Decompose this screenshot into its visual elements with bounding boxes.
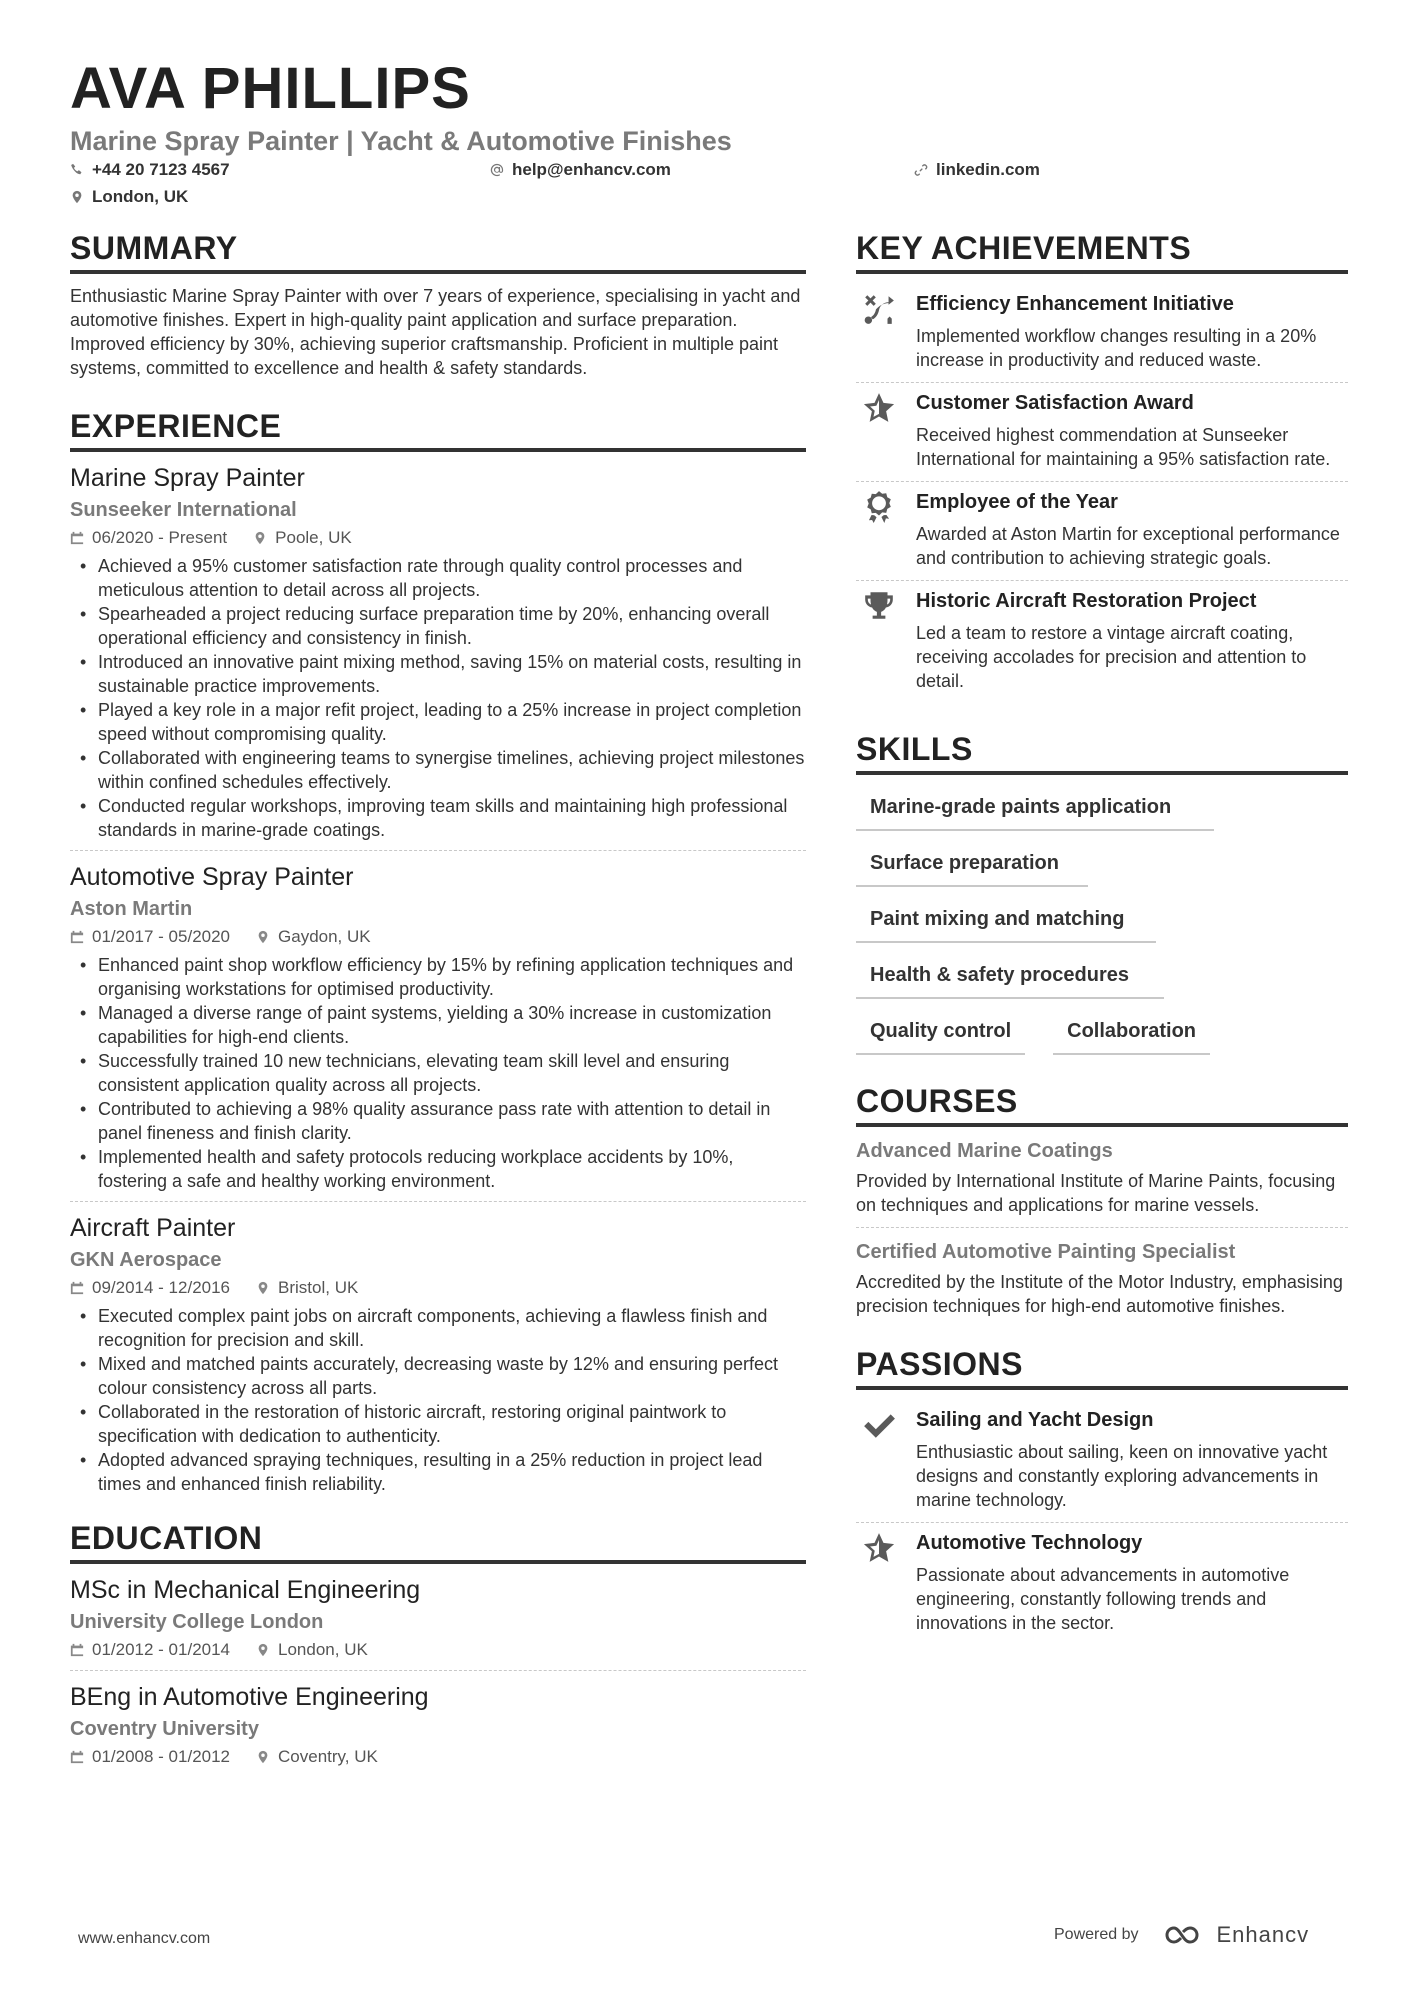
award-ribbon-icon [862, 490, 896, 524]
achievement-item [856, 482, 1348, 581]
job-location-text: Bristol, UK [278, 1278, 359, 1297]
achievement-item [856, 383, 1348, 482]
skills-heading: SKILLS [856, 729, 1348, 775]
achievement-desc: Led a team to restore a vintage aircraft coating, receiving accolades for precision and attention to detail. [916, 623, 1307, 691]
job-company: Aston Martin [70, 898, 193, 920]
location-pin-icon [256, 1750, 270, 1764]
job-entry [70, 1212, 806, 1504]
job-bullet: • Contributed to achieving a 98% quality assurance pass rate with attention to detail in panel fineness and finish clarity. [70, 1097, 806, 1145]
school-name: Coventry University [70, 1718, 259, 1740]
contact-email [490, 159, 671, 181]
education-dates-text: 01/2008 - 01/2012 [92, 1747, 231, 1766]
achievement-body [916, 587, 1348, 693]
job-bullet: • Executed complex paint jobs on aircraft components, achieving a flawless finish and recognition for precision and skill. [70, 1304, 806, 1352]
contact-location [70, 186, 188, 208]
passion-desc: Enthusiastic about sailing, keen on innovative yacht designs and constantly exploring advancements in marine technology. [916, 1442, 1328, 1510]
courses-heading: COURSES [856, 1081, 1348, 1127]
job-bullet: • Mixed and matched paints accurately, decreasing waste by 12% and ensuring perfect colour consistency across all parts. [70, 1352, 806, 1400]
job-company: Sunseeker International [70, 499, 297, 521]
degree-title: BEng in Automotive Engineering [70, 1683, 429, 1711]
education-location [256, 1638, 368, 1662]
job-bullet: • Implemented health and safety protocols reducing workplace accidents by 10%, fostering a safe and healthy working environment. [70, 1145, 806, 1193]
job-bullet: • Successfully trained 10 new technicians, elevating team skill level and ensuring consistent application quality across all projects. [70, 1049, 806, 1097]
achievement-body [916, 488, 1348, 570]
achievement-body [916, 389, 1348, 471]
skill-tag: Marine-grade paints application [856, 793, 1214, 831]
job-dates-text: 06/2020 - Present [92, 528, 228, 547]
achievement-icon-wrap [856, 290, 902, 372]
course-title: Advanced Marine Coatings [856, 1140, 1113, 1162]
passion-icon-wrap [856, 1406, 902, 1512]
course-item [856, 1238, 1348, 1328]
job-location [256, 925, 371, 949]
job-bullet: • Achieved a 95% customer satisfaction rate through quality control processes and meticulous attention to detail across all projects. [70, 554, 806, 602]
achievement-title: Employee of the Year [916, 491, 1118, 513]
job-company: GKN Aerospace [70, 1249, 222, 1271]
job-meta [70, 526, 806, 550]
education-section [70, 1518, 806, 1777]
location-pin-icon [256, 930, 270, 944]
left-column [70, 228, 806, 1787]
course-desc: Provided by International Institute of Marine Paints, focusing on techniques and applications for marine vessels. [856, 1171, 1336, 1215]
location-pin-icon [256, 1281, 270, 1295]
experience-section [70, 406, 806, 1504]
education-location-text: Coventry, UK [278, 1747, 378, 1766]
achievement-item [856, 284, 1348, 383]
contact-linkedin [914, 159, 1040, 181]
job-dates [70, 526, 227, 550]
education-dates-text: 01/2012 - 01/2014 [92, 1640, 231, 1659]
passion-title: Sailing and Yacht Design [916, 1409, 1154, 1431]
phone-icon [70, 163, 84, 177]
job-location [253, 526, 352, 550]
link-icon [914, 163, 928, 177]
brand-logo[interactable] [1163, 1922, 1310, 1948]
achievement-desc: Awarded at Aston Martin for exceptional performance and contribution to achieving strategic goals. [916, 524, 1340, 568]
job-bullet: • Spearheaded a project reducing surface preparation time by 20%, enhancing overall operational efficiency and consistency in finish. [70, 602, 806, 650]
location-text: London, UK [92, 187, 189, 206]
at-icon [490, 163, 504, 177]
achievement-title: Historic Aircraft Restoration Project [916, 590, 1257, 612]
trophy-icon [862, 589, 896, 623]
skill-tag: Collaboration [1053, 1017, 1210, 1055]
skill-tag: Surface preparation [856, 849, 1088, 887]
calendar-icon [70, 531, 84, 545]
calendar-icon [70, 1281, 84, 1295]
passions-section [856, 1344, 1348, 1645]
job-bullet: • Collaborated in the restoration of historic aircraft, restoring original paintwork to specification with dedication to authenticity. [70, 1400, 806, 1448]
passion-body [916, 1529, 1348, 1635]
job-bullets [70, 953, 806, 1193]
job-title: Automotive Spray Painter [70, 863, 354, 891]
course-desc: Accredited by the Institute of the Motor Industry, emphasising precision techniques for high-end automotive finishes. [856, 1272, 1343, 1316]
job-location [256, 1276, 358, 1300]
achievement-body [916, 290, 1348, 372]
skill-tag: Health & safety procedures [856, 961, 1164, 999]
job-bullets [70, 554, 806, 842]
job-bullet: • Adopted advanced spraying techniques, resulting in a 25% reduction in project lead times and enhanced finish reliability. [70, 1448, 806, 1496]
education-entry [70, 1574, 806, 1671]
passion-item [856, 1400, 1348, 1523]
star-icon [862, 391, 896, 425]
brand-name: Enhancv [1216, 1922, 1310, 1947]
job-location-text: Gaydon, UK [278, 927, 371, 946]
location-pin-icon [256, 1643, 270, 1657]
achievement-title: Customer Satisfaction Award [916, 392, 1194, 414]
course-item [856, 1137, 1348, 1228]
education-meta [70, 1638, 806, 1662]
star-icon [862, 1531, 896, 1565]
footer-website[interactable]: www.enhancv.com [78, 1930, 211, 1947]
achievement-icon-wrap [856, 389, 902, 471]
job-bullet: • Conducted regular workshops, improving team skills and maintaining high professional standards in marine-grade coatings. [70, 794, 806, 842]
education-entry [70, 1681, 806, 1777]
education-meta [70, 1745, 806, 1769]
contact-phone [70, 159, 230, 181]
education-location [256, 1745, 378, 1769]
achievement-desc: Implemented workflow changes resulting in a 20% increase in productivity and reduced waste. [916, 326, 1317, 370]
passions-heading: PASSIONS [856, 1344, 1348, 1390]
summary-heading: SUMMARY [70, 228, 806, 274]
job-bullet: • Played a key role in a major refit project, leading to a 25% increase in project completion speed without compromising quality. [70, 698, 806, 746]
candidate-name: AVA PHILLIPS [70, 56, 471, 121]
linkedin-text[interactable]: linkedin.com [936, 160, 1040, 179]
job-bullets [70, 1304, 806, 1496]
passion-item [856, 1523, 1348, 1645]
checkmark-icon [862, 1408, 896, 1442]
powered-by-label: Powered by [1054, 1926, 1139, 1943]
achievement-desc: Received highest commendation at Sunseeker International for maintaining a 95% satisfaction rate. [916, 425, 1331, 469]
job-entry [70, 861, 806, 1202]
achievement-icon-wrap [856, 488, 902, 570]
education-dates [70, 1638, 230, 1662]
calendar-icon [70, 1750, 84, 1764]
achievement-item [856, 581, 1348, 703]
calendar-icon [70, 930, 84, 944]
job-dates-text: 01/2017 - 05/2020 [92, 927, 231, 946]
skills-section [856, 729, 1348, 1055]
footer-branding [1054, 1922, 1309, 1948]
location-pin-icon [70, 190, 84, 204]
summary-text: Enthusiastic Marine Spray Painter with over 7 years of experience, specialising in yacht and automotive finishes. Expert in high-quality paint application and surface preparation. Improved efficiency by 30%, achieving superior craftsmanship. Proficient in multiple paint systems, committed to excellence and health & safety standards. [70, 286, 801, 378]
skills-list [856, 785, 1348, 1055]
school-name: University College London [70, 1611, 324, 1633]
job-bullet: • Managed a diverse range of paint systems, yielding a 30% increase in customization capabilities for high-end clients. [70, 1001, 806, 1049]
achievement-title: Efficiency Enhancement Initiative [916, 293, 1234, 315]
phone-text: +44 20 7123 4567 [92, 160, 230, 179]
summary-section [70, 228, 806, 380]
job-dates [70, 925, 230, 949]
job-bullet: • Enhanced paint shop workflow efficiency by 15% by refining application techniques and organising workstations for optimised productivity. [70, 953, 806, 1001]
job-bullet: • Introduced an innovative paint mixing method, saving 15% on material costs, resulting in sustainable practice improvements. [70, 650, 806, 698]
achievements-section [856, 228, 1348, 703]
education-heading: EDUCATION [70, 1518, 806, 1564]
passion-title: Automotive Technology [916, 1532, 1143, 1554]
education-location-text: London, UK [278, 1640, 368, 1659]
job-dates [70, 1276, 230, 1300]
achievements-heading: KEY ACHIEVEMENTS [856, 228, 1348, 274]
degree-title: MSc in Mechanical Engineering [70, 1576, 421, 1604]
route-icon [862, 292, 896, 326]
calendar-icon [70, 1643, 84, 1657]
location-pin-icon [253, 531, 267, 545]
job-meta [70, 1276, 806, 1300]
skill-tag: Paint mixing and matching [856, 905, 1156, 943]
education-dates [70, 1745, 230, 1769]
job-location-text: Poole, UK [275, 528, 352, 547]
job-title: Marine Spray Painter [70, 464, 305, 492]
job-bullet: • Collaborated with engineering teams to synergise timelines, achieving project milestones within confined schedules effectively. [70, 746, 806, 794]
enhancv-logo-icon [1163, 1923, 1209, 1947]
achievement-icon-wrap [856, 587, 902, 693]
candidate-headline: Marine Spray Painter | Yacht & Automotive Finishes [70, 126, 732, 156]
job-dates-text: 09/2014 - 12/2016 [92, 1278, 231, 1297]
passion-body [916, 1406, 1348, 1512]
job-title: Aircraft Painter [70, 1214, 236, 1242]
experience-heading: EXPERIENCE [70, 406, 806, 452]
job-entry [70, 462, 806, 851]
job-meta [70, 925, 806, 949]
passion-icon-wrap [856, 1529, 902, 1635]
email-text[interactable]: help@enhancv.com [512, 160, 671, 179]
passion-desc: Passionate about advancements in automotive engineering, constantly following trends and innovations in the sector. [916, 1565, 1290, 1633]
right-column [856, 228, 1348, 1645]
course-title: Certified Automotive Painting Specialist [856, 1241, 1236, 1263]
skill-tag: Quality control [856, 1017, 1025, 1055]
courses-section [856, 1081, 1348, 1328]
